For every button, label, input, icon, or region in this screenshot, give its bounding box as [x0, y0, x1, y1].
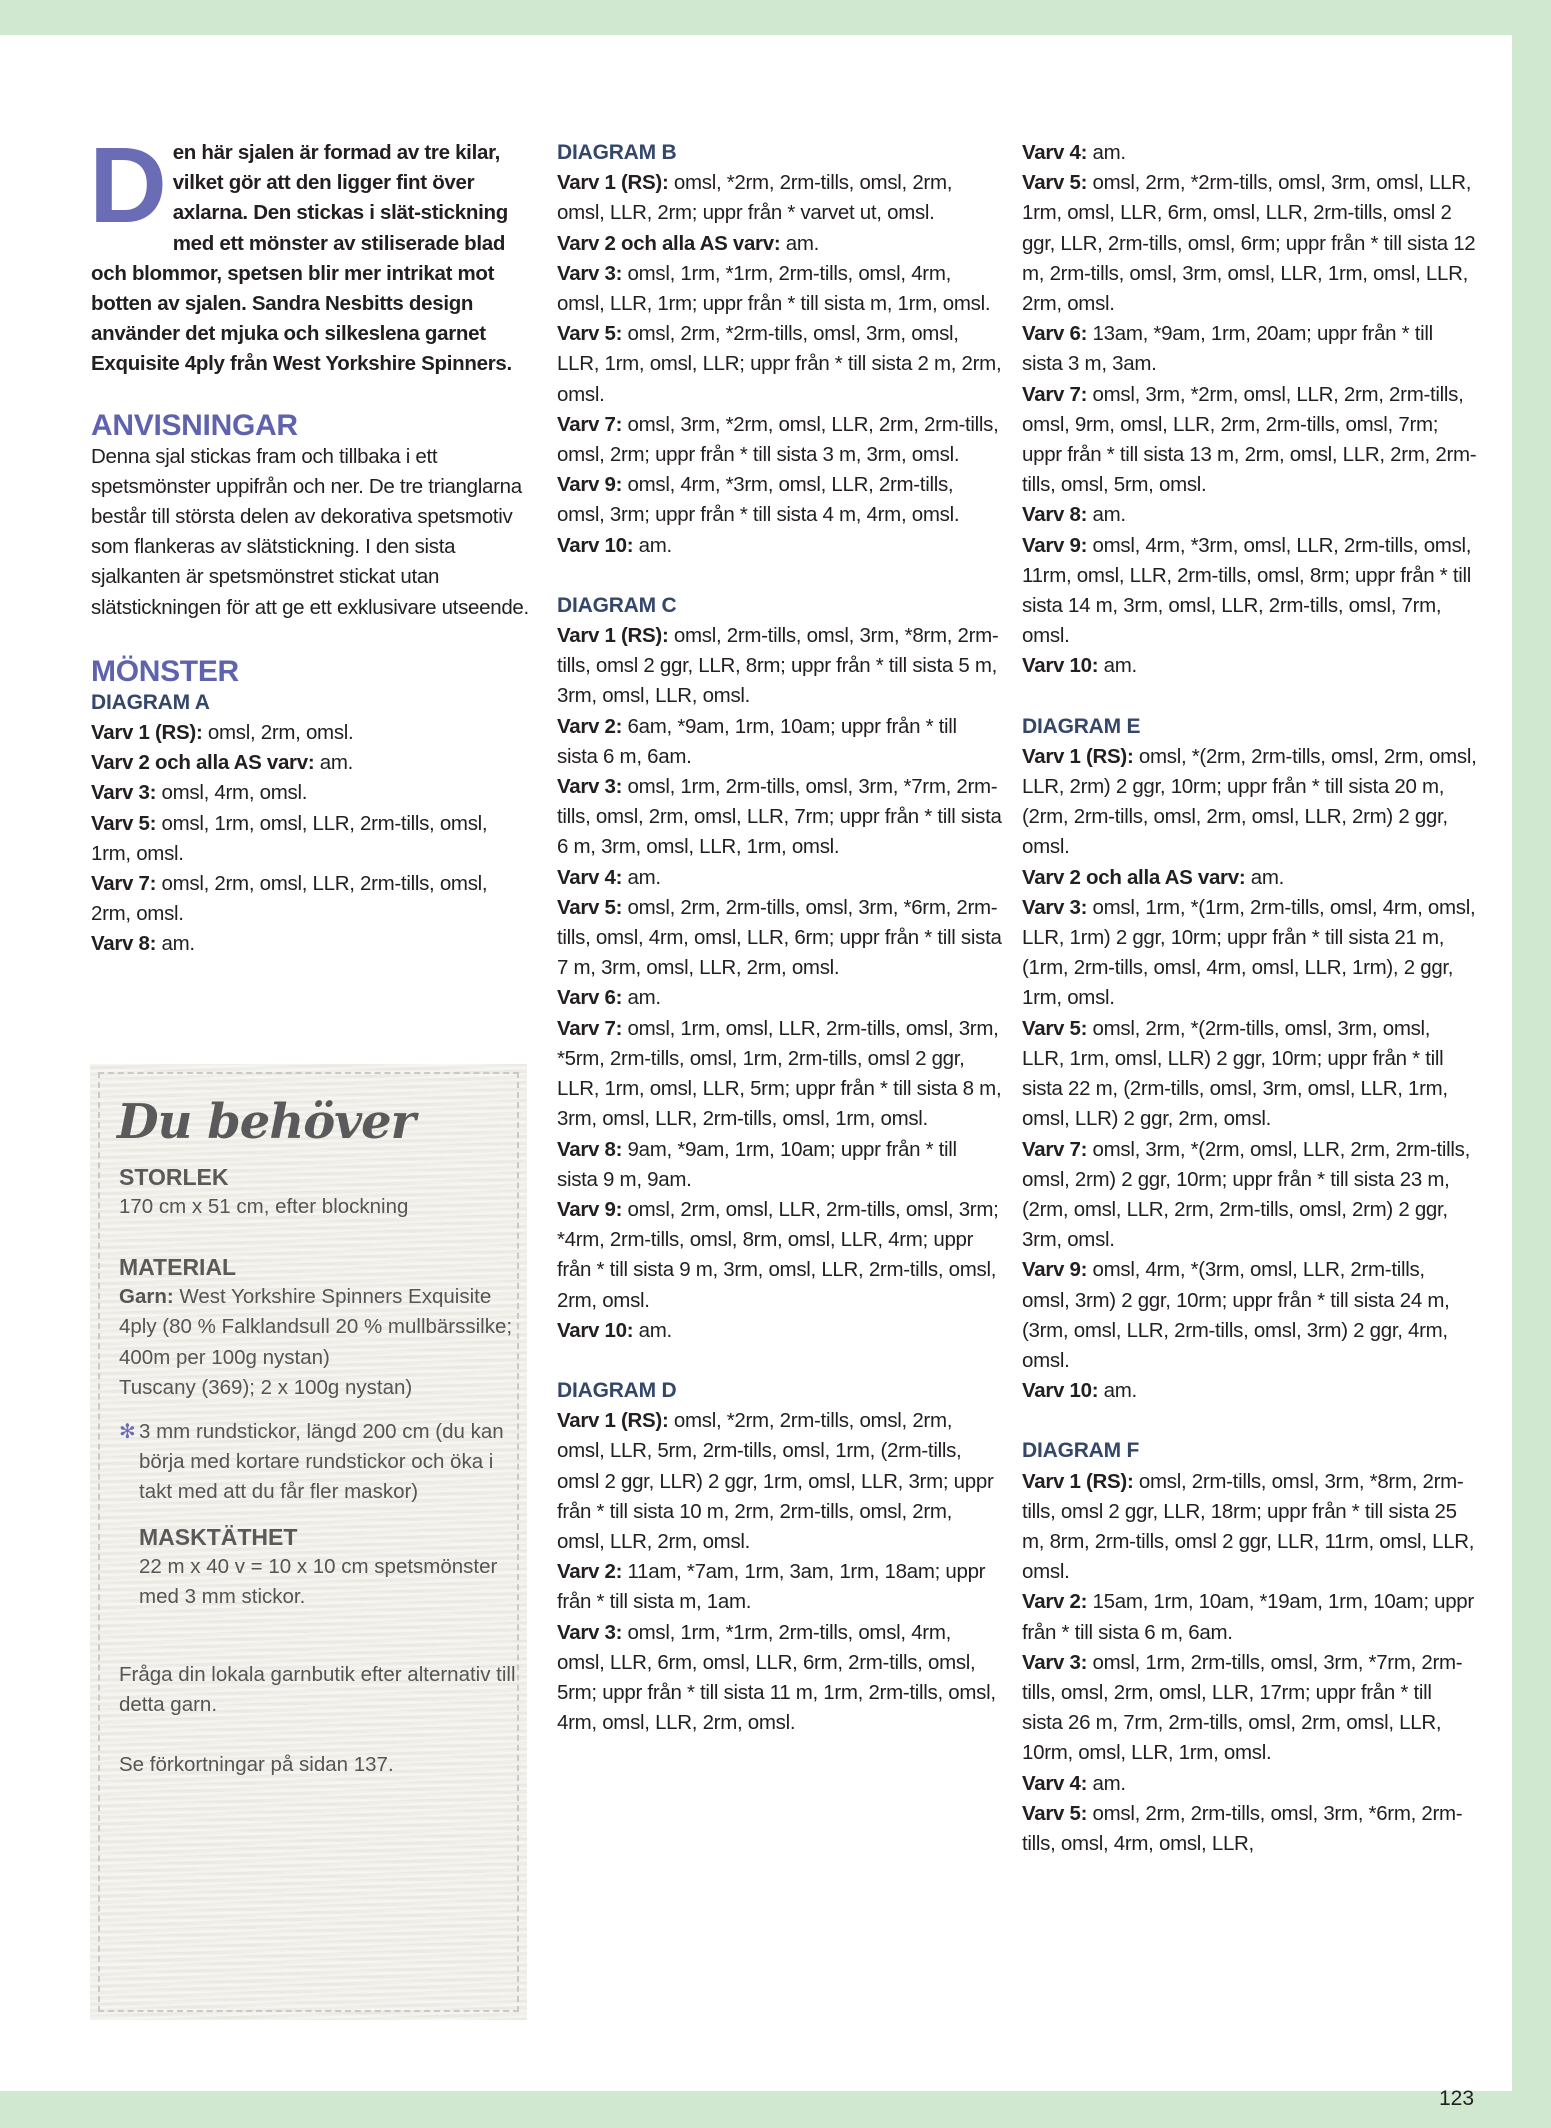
- garn-description: West Yorkshire Spinners Exquisite 4ply (80 % Falklandsull 20 % mullbärssilke; 400m per 100g nystan): [119, 1285, 513, 1369]
- row-label: Varv 9:: [557, 473, 623, 497]
- row-label: Varv 9:: [557, 1197, 623, 1221]
- diagram-d-cont: [1022, 138, 1477, 682]
- diagram-a: [91, 688, 531, 960]
- magazine-page: [0, 35, 1512, 2110]
- diagram-e-rows: [1022, 742, 1477, 1406]
- row-label: Varv 1 (RS):: [557, 171, 669, 195]
- pattern-row: [91, 929, 531, 959]
- material-heading: MATERIAL: [119, 1254, 237, 1281]
- row-label: Varv 7:: [91, 872, 157, 896]
- row-instructions: am.: [314, 751, 354, 775]
- row-label: Varv 1 (RS):: [1022, 1469, 1134, 1493]
- anvisningar-text: Denna sjal stickas fram och tillbaka i ett spetsmönster uppifrån och ner. De tre trianglarna består till största delen av dekorativa spetsmotiv som flankeras av slätstickning. I den sista sjalkanten är spetsmönstret stickat utan slätstickningen för att ge ett exklusivare utseende.: [91, 444, 529, 619]
- row-label: Varv 3:: [91, 781, 157, 805]
- row-label: Varv 3:: [1022, 895, 1088, 919]
- row-instructions: am.: [1098, 1379, 1137, 1403]
- pattern-row: [557, 893, 1002, 984]
- pattern-row: [1022, 1467, 1477, 1588]
- pattern-row: [557, 712, 1002, 772]
- fraga-text: Fråga din lokala garnbutik efter alternativ till detta garn.: [119, 1663, 516, 1717]
- row-instructions: am.: [622, 865, 661, 889]
- row-label: Varv 5:: [557, 895, 623, 919]
- row-label: Varv 8:: [91, 932, 157, 956]
- masktathet-text: 22 m x 40 v = 10 x 10 cm spetsmönster med 3 mm stickor.: [139, 1554, 498, 1608]
- pattern-row: [557, 531, 1002, 561]
- row-instructions: omsl, 1rm, *1rm, 2rm-tills, omsl, 4rm, omsl, LLR, 1rm; uppr från * till sista m, 1rm, omsl.: [557, 261, 991, 316]
- row-instructions: omsl, 1rm, *1rm, 2rm-tills, omsl, 4rm, omsl, LLR, 6rm, omsl, LLR, 6rm, 2rm-tills, omsl, 5rm; uppr från * till sista 11 m, 1rm, 2rm-tills, omsl, 4rm, omsl, LLR, 2rm, omsl.: [557, 1620, 996, 1735]
- diagram-e-title: DIAGRAM E: [1022, 714, 1141, 738]
- row-instructions: omsl, 1rm, 2rm-tills, omsl, 3rm, *7rm, 2rm-tills, omsl, 2rm, omsl, LLR, 17rm; uppr från * till sista 26 m, 7rm, 2rm-tills, omsl, 2rm, omsl, LLR, 10rm, omsl, LLR, 1rm, omsl.: [1022, 1650, 1463, 1765]
- row-instructions: am.: [633, 533, 672, 557]
- row-instructions: omsl, 2rm, 2rm-tills, omsl, 3rm, *6rm, 2rm-tills, omsl, 4rm, omsl, LLR,: [1022, 1801, 1463, 1855]
- pattern-row: [1022, 893, 1477, 1014]
- row-instructions: 15am, 1rm, 10am, *19am, 1rm, 10am; uppr från * till sista 6 m, 6am.: [1022, 1590, 1474, 1644]
- row-label: Varv 6:: [557, 986, 623, 1010]
- row-label: Varv 4:: [1022, 1771, 1088, 1795]
- materials-content: [119, 1094, 519, 1781]
- row-instructions: omsl, 2rm, *2rm-tills, omsl, 3rm, omsl, LLR, 1rm, omsl, LLR; uppr från * till sista 2 m, 2rm, omsl.: [557, 322, 1002, 406]
- row-instructions: am.: [1098, 654, 1137, 678]
- row-instructions: omsl, 1rm, 2rm-tills, omsl, 3rm, *7rm, 2rm-tills, omsl, 2rm, omsl, LLR, 7rm; uppr från * till sista 6 m, 3rm, omsl, LLR, 1rm, omsl.: [557, 775, 1002, 859]
- intro-paragraph: [89, 124, 531, 380]
- row-instructions: omsl, 4rm, *(3rm, omsl, LLR, 2rm-tills, omsl, 3rm) 2 ggr, 10rm; uppr från * till sista 24 m, (3rm, omsl, LLR, 2rm-tills, omsl, 3rm) 2 ggr, 4rm, omsl.: [1022, 1258, 1450, 1372]
- right-column: [1022, 138, 1477, 1889]
- pattern-row: [557, 229, 1002, 259]
- pattern-row: [91, 869, 531, 929]
- diagram-a-rows: [91, 718, 531, 960]
- row-label: Varv 5:: [91, 811, 157, 835]
- diagram-c-title: DIAGRAM C: [557, 593, 677, 617]
- row-label: Varv 9:: [1022, 1258, 1088, 1282]
- materials-box: [90, 1064, 527, 2020]
- row-instructions: omsl, 2rm, 2rm-tills, omsl, 3rm, *6rm, 2rm-tills, omsl, 4rm, omsl, LLR, 6rm; uppr från * till sista 7 m, 3rm, omsl, LLR, 2rm, omsl.: [557, 895, 1002, 980]
- row-label: Varv 2 och alla AS varv:: [1022, 865, 1246, 889]
- row-label: Varv 5:: [1022, 1801, 1088, 1825]
- pattern-row: [1022, 863, 1477, 893]
- row-instructions: 6am, *9am, 1rm, 10am; uppr från * till sista 6 m, 6am.: [557, 714, 957, 768]
- row-instructions: omsl, 1rm, omsl, LLR, 2rm-tills, omsl, 3rm, *5rm, 2rm-tills, omsl, 1rm, 2rm-tills, omsl 2 ggr, LLR, 1rm, omsl, LLR, 5rm; uppr från * till sista 8 m, 3rm, omsl, LLR, 2rm-tills, omsl, 1rm, omsl.: [557, 1016, 1002, 1131]
- row-instructions: omsl, 2rm, omsl.: [202, 721, 354, 745]
- pattern-row: [557, 863, 1002, 893]
- row-label: Varv 10:: [557, 1318, 634, 1342]
- row-instructions: omsl, 3rm, *2rm, omsl, LLR, 2rm, 2rm-tills, omsl, 9rm, omsl, LLR, 2rm, 2rm-tills, omsl, 7rm; uppr från * till sista 13 m, 2rm, omsl, LLR, 2rm, 2rm-tills, omsl, 5rm, omsl.: [1022, 382, 1477, 497]
- row-label: Varv 1 (RS):: [557, 624, 669, 648]
- row-label: Varv 5:: [1022, 1016, 1088, 1040]
- row-instructions: am.: [622, 986, 661, 1010]
- row-label: Varv 2:: [1022, 1590, 1088, 1614]
- pattern-row: [1022, 1769, 1477, 1799]
- row-label: Varv 1 (RS):: [557, 1409, 669, 1433]
- diagram-a-title: DIAGRAM A: [91, 690, 210, 714]
- pattern-row: [557, 983, 1002, 1013]
- row-instructions: omsl, 4rm, *3rm, omsl, LLR, 2rm-tills, omsl, 3rm; uppr från * till sista 4 m, 4rm, omsl.: [557, 473, 960, 527]
- row-label: Varv 1 (RS):: [1022, 744, 1134, 768]
- middle-column: [557, 138, 1002, 1768]
- row-label: Varv 4:: [557, 865, 623, 889]
- pattern-row: [557, 1316, 1002, 1346]
- row-instructions: am.: [1245, 865, 1285, 889]
- pattern-row: [1022, 1135, 1477, 1256]
- pattern-row: [1022, 319, 1477, 379]
- row-label: Varv 2:: [557, 714, 623, 738]
- diagram-c-rows: [557, 621, 1002, 1346]
- row-label: Varv 8:: [557, 1137, 623, 1161]
- se-forkortningar-text: Se förkortningar på sidan 137.: [119, 1753, 394, 1777]
- row-instructions: am.: [633, 1318, 672, 1342]
- row-instructions: 9am, *9am, 1rm, 10am; uppr från * till sista 9 m, 9am.: [557, 1137, 957, 1191]
- pattern-row: [91, 718, 531, 748]
- row-instructions: omsl, *2rm, 2rm-tills, omsl, 2rm, omsl, LLR, 5rm, 2rm-tills, omsl, 1rm, (2rm-tills, omsl 2 ggr, LLR) 2 ggr, 1rm, omsl, LLR, 3rm; uppr från * till sista 10 m, 2rm, 2rm-tills, omsl, 2rm, omsl, LLR, 2rm, omsl.: [557, 1409, 994, 1553]
- pattern-row: [557, 168, 1002, 228]
- monster-heading: MÖNSTER: [91, 654, 239, 688]
- row-instructions: omsl, 2rm, omsl, LLR, 2rm-tills, omsl, 2rm, omsl.: [91, 872, 488, 926]
- diagram-f-title: DIAGRAM F: [1022, 1439, 1140, 1463]
- row-label: Varv 10:: [557, 533, 634, 557]
- row-instructions: am.: [156, 932, 195, 956]
- storlek-text: 170 cm x 51 cm, efter blockning: [119, 1195, 409, 1218]
- diagram-d-title: DIAGRAM D: [557, 1378, 677, 1402]
- row-instructions: am.: [1087, 503, 1126, 527]
- row-label: Varv 10:: [1022, 1379, 1099, 1403]
- diagram-b: [557, 138, 1002, 561]
- pattern-row: [557, 621, 1002, 712]
- row-label: Varv 3:: [1022, 1650, 1088, 1674]
- row-instructions: omsl, 2rm, omsl, LLR, 2rm-tills, omsl, 3rm; *4rm, 2rm-tills, omsl, 8rm, omsl, LLR, 4rm; uppr från * till sista 9 m, 3rm, omsl, LLR, 2rm-tills, omsl, 2rm, omsl.: [557, 1197, 999, 1312]
- pattern-row: [91, 809, 531, 869]
- row-label: Varv 5:: [1022, 171, 1088, 195]
- garn-text: [119, 1282, 519, 1373]
- pattern-row: [557, 1406, 1002, 1557]
- row-instructions: omsl, *2rm, 2rm-tills, omsl, 2rm, omsl, LLR, 2rm; uppr från * varvet ut, omsl.: [557, 171, 953, 225]
- pattern-row: [1022, 531, 1477, 652]
- masktathet-heading: MASKTÄTHET: [139, 1523, 298, 1550]
- row-instructions: omsl, 3rm, *2rm, omsl, LLR, 2rm, 2rm-tills, omsl, 2rm; uppr från * till sista 3 m, 3rm, omsl.: [557, 412, 999, 467]
- pattern-row: [557, 1618, 1002, 1739]
- pattern-row: [1022, 1587, 1477, 1647]
- pattern-row: [91, 778, 531, 808]
- row-instructions: omsl, 2rm, *(2rm-tills, omsl, 3rm, omsl, LLR, 1rm, omsl, LLR) 2 ggr, 10rm; uppr från * till sista 22 m, (2rm-tills, omsl, 3rm, omsl, LLR, 1rm, omsl, LLR) 2 ggr, 2rm, omsl.: [1022, 1016, 1448, 1131]
- row-label: Varv 7:: [557, 1016, 623, 1040]
- diagram-c: [557, 591, 1002, 1346]
- row-instructions: 13am, *9am, 1rm, 20am; uppr från * till sista 3 m, 3am.: [1022, 322, 1433, 376]
- row-instructions: omsl, *(2rm, 2rm-tills, omsl, 2rm, omsl, LLR, 2rm) 2 ggr, 10rm; uppr från * till sista 20 m, (2rm, 2rm-tills, omsl, 2rm, omsl, LLR, 2rm) 2 ggr, omsl.: [1022, 744, 1477, 859]
- pattern-row: [1022, 1376, 1477, 1406]
- row-instructions: omsl, 4rm, *3rm, omsl, LLR, 2rm-tills, omsl, 11rm, omsl, LLR, 2rm-tills, omsl, 8rm; uppr från * till sista 14 m, 3rm, omsl, LLR, 2rm-tills, omsl, 7rm, omsl.: [1022, 533, 1472, 648]
- row-instructions: omsl, 1rm, omsl, LLR, 2rm-tills, omsl, 1rm, omsl.: [91, 811, 488, 865]
- pattern-row: [557, 772, 1002, 863]
- pattern-row: [557, 410, 1002, 470]
- diagram-d-start: [557, 1376, 1002, 1738]
- row-instructions: omsl, 1rm, *(1rm, 2rm-tills, omsl, 4rm, omsl, LLR, 1rm) 2 ggr, 10rm; uppr från * till sista 21 m, (1rm, 2rm-tills, omsl, 4rm, omsl, LLR, 1rm), 2 ggr, 1rm, omsl.: [1022, 895, 1476, 1010]
- row-label: Varv 6:: [1022, 322, 1088, 346]
- row-instructions: 11am, *7am, 1rm, 3am, 1rm, 18am; uppr från * till sista m, 1am.: [557, 1560, 986, 1614]
- row-label: Varv 2 och alla AS varv:: [91, 751, 315, 775]
- row-instructions: am.: [780, 231, 820, 255]
- du-behover-title: Du behöver: [117, 1094, 415, 1150]
- row-instructions: omsl, 4rm, omsl.: [156, 781, 308, 805]
- row-label: Varv 7:: [1022, 382, 1088, 406]
- drop-cap: D: [89, 124, 167, 245]
- pattern-row: [1022, 1648, 1477, 1769]
- row-label: Varv 2 och alla AS varv:: [557, 231, 781, 255]
- intro-text: en här sjalen är formad av tre kilar, vilket gör att den ligger fint över axlarna. Den stickas i slät-stickning med ett mönster av stiliserade blad och blommor, spetsen blir mer intrikat mot botten av sjalen. Sandra Nesbitts design använder det mjuka och silkeslena garnet Exquisite 4ply från West Yorkshire Spinners.: [91, 141, 512, 376]
- pattern-row: [1022, 1255, 1477, 1376]
- diagram-e: [1022, 712, 1477, 1407]
- pattern-row: [1022, 1014, 1477, 1135]
- storlek-heading: STORLEK: [119, 1164, 229, 1190]
- left-column: [89, 124, 531, 990]
- row-label: Varv 8:: [1022, 503, 1088, 527]
- pattern-row: [1022, 500, 1477, 530]
- row-label: Varv 4:: [1022, 141, 1088, 164]
- row-label: Varv 3:: [557, 775, 623, 799]
- pattern-row: [1022, 1799, 1477, 1859]
- needles-text: 3 mm rundstickor, längd 200 cm (du kan börja med kortare rundstickor och öka i takt med att du får fler maskor): [139, 1420, 504, 1504]
- row-label: Varv 10:: [1022, 654, 1099, 678]
- row-instructions: omsl, 2rm-tills, omsl, 3rm, *8rm, 2rm-tills, omsl 2 ggr, LLR, 8rm; uppr från * till sista 5 m, 3rm, omsl, LLR, omsl.: [557, 624, 999, 708]
- row-instructions: omsl, 3rm, *(2rm, omsl, LLR, 2rm, 2rm-tills, omsl, 2rm) 2 ggr, 10rm; uppr från * till sista 23 m, (2rm, omsl, LLR, 2rm, 2rm-tills, omsl, 2rm) 2 ggr, 3rm, omsl.: [1022, 1137, 1471, 1252]
- pattern-row: [557, 470, 1002, 530]
- pattern-row: [557, 1014, 1002, 1135]
- pattern-row: [1022, 380, 1477, 501]
- row-instructions: omsl, 2rm-tills, omsl, 3rm, *8rm, 2rm-tills, omsl 2 ggr, LLR, 18rm; uppr från * till sista 25 m, 8rm, 2rm-tills, omsl 2 ggr, LLR, 11rm, omsl, LLR, omsl.: [1022, 1469, 1475, 1584]
- row-label: Varv 3:: [557, 1620, 623, 1644]
- pattern-row: [1022, 168, 1477, 319]
- row-label: Varv 3:: [557, 261, 623, 285]
- pattern-row: [1022, 138, 1477, 168]
- anvisningar-heading: ANVISNINGAR: [91, 408, 298, 442]
- row-label: Varv 2:: [557, 1560, 623, 1584]
- row-label: Varv 5:: [557, 322, 623, 346]
- garn-color: Tuscany (369); 2 x 100g nystan): [119, 1375, 413, 1399]
- diagram-f: [1022, 1436, 1477, 1859]
- page-number: 123: [1439, 2087, 1475, 2110]
- pattern-row: [1022, 651, 1477, 681]
- diagram-d-rows: [557, 1406, 1002, 1738]
- pattern-row: [91, 748, 531, 778]
- diagram-b-title: DIAGRAM B: [557, 141, 677, 164]
- pattern-row: [557, 259, 1002, 319]
- row-instructions: omsl, 2rm, *2rm-tills, omsl, 3rm, omsl, LLR, 1rm, omsl, LLR, 6rm, omsl, LLR, 2rm-tills, omsl 2 ggr, LLR, 2rm-tills, omsl, 6rm; uppr från * till sista 12 m, 2rm-tills, omsl, 3rm, omsl, LLR, 1rm, omsl, LLR, 2rm, omsl.: [1022, 171, 1476, 316]
- pattern-row: [557, 319, 1002, 410]
- diagram-d-rows-cont: [1022, 138, 1477, 682]
- asterisk-flower-icon: ✻: [119, 1421, 136, 1444]
- pattern-row: [557, 1557, 1002, 1617]
- needles-item: [119, 1417, 519, 1508]
- pattern-row: [1022, 742, 1477, 863]
- row-label: Varv 7:: [1022, 1137, 1088, 1161]
- row-label: Varv 9:: [1022, 533, 1088, 557]
- garn-label: Garn:: [119, 1285, 174, 1309]
- pattern-row: [557, 1135, 1002, 1195]
- diagram-f-rows: [1022, 1467, 1477, 1860]
- row-instructions: am.: [1087, 141, 1126, 164]
- row-instructions: am.: [1087, 1771, 1126, 1795]
- row-label: Varv 7:: [557, 412, 623, 436]
- pattern-row: [557, 1195, 1002, 1316]
- row-label: Varv 1 (RS):: [91, 721, 203, 745]
- diagram-b-rows: [557, 168, 1002, 561]
